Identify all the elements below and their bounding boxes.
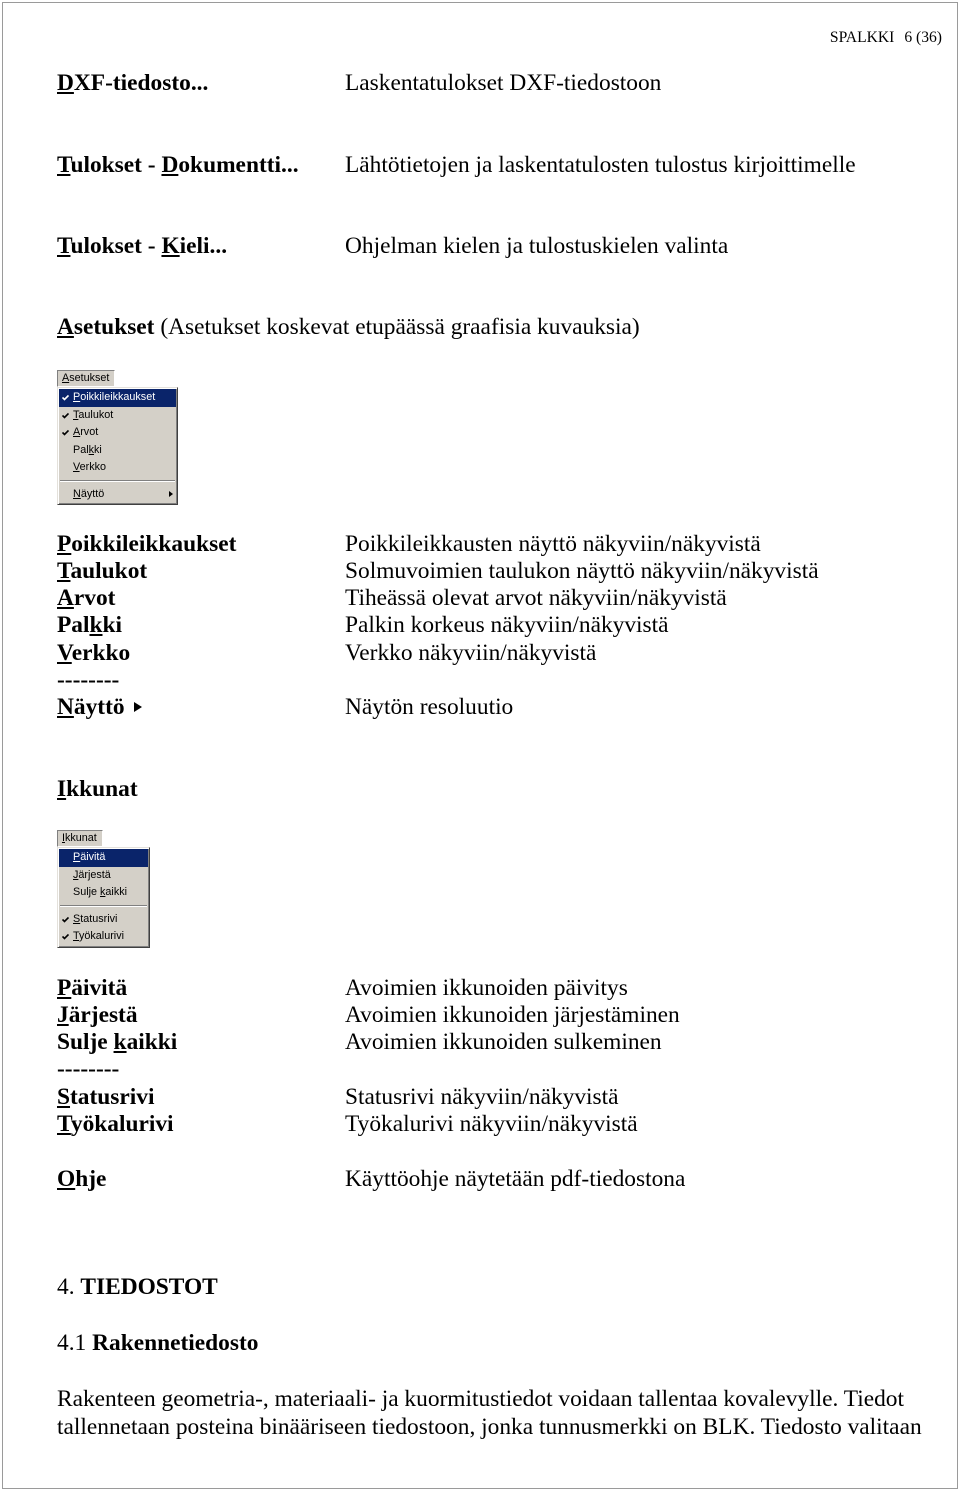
running-header bbox=[830, 28, 942, 48]
menu-item-tables bbox=[59, 407, 176, 425]
page-number: 6 (36) bbox=[904, 29, 942, 46]
option-description: Työkalurivi näkyviin/näkyvistä bbox=[345, 1110, 638, 1137]
option-description: Verkko näkyviin/näkyvistä bbox=[345, 639, 597, 666]
access-key: J bbox=[57, 1001, 69, 1028]
option-label: Palkki bbox=[57, 612, 123, 639]
menu-item-values bbox=[59, 424, 176, 442]
windows-list-row bbox=[0, 1029, 960, 1056]
settings-note: (Asetukset koskevat etupäässä graafisia kuvauksia) bbox=[160, 314, 640, 340]
menu-item-label: Päivitä bbox=[73, 851, 106, 863]
command-name: Tulokset - Dokumentti... bbox=[57, 152, 299, 178]
menu-item-label: Näyttö bbox=[73, 487, 105, 500]
option-name bbox=[57, 531, 236, 558]
settings-dropdown bbox=[57, 387, 178, 505]
windows-option-list bbox=[0, 975, 960, 1139]
option-label: Poikkileikkaukset bbox=[57, 530, 237, 557]
access-key: N bbox=[57, 694, 74, 721]
option-name bbox=[57, 694, 142, 721]
windows-heading bbox=[57, 775, 138, 803]
menu-item-close-all bbox=[59, 884, 148, 902]
checkmark-icon bbox=[62, 394, 69, 401]
menu-item-statusbar bbox=[59, 911, 148, 929]
menu-bar-item-settings: Asetukset bbox=[57, 370, 115, 387]
access-key: V bbox=[73, 461, 80, 473]
access-key: I bbox=[62, 832, 65, 844]
option-description: Palkin korkeus näkyviin/näkyvistä bbox=[345, 612, 669, 639]
separator-text: -------- bbox=[57, 666, 120, 693]
access-key: A bbox=[57, 314, 74, 340]
menu-item-label: Työkalurivi bbox=[73, 930, 125, 942]
subsection-title: Rakennetiedosto bbox=[92, 1330, 259, 1356]
option-name bbox=[57, 585, 115, 612]
option-description: Solmuvoimien taulukon näyttö näkyviin/näkyvistä bbox=[345, 557, 819, 584]
menu-item-label: Statusrivi bbox=[73, 912, 118, 925]
option-label: Näyttö bbox=[57, 694, 125, 721]
menu-item-label: Palkki bbox=[73, 443, 102, 456]
option-description: Näytön resoluutio bbox=[345, 694, 514, 721]
settings-list-row bbox=[0, 640, 960, 667]
checkmark-icon bbox=[62, 412, 69, 419]
command-name: Tulokset - Kieli... bbox=[57, 233, 228, 259]
access-key: T bbox=[57, 1110, 71, 1137]
option-label: Järjestä bbox=[57, 1001, 138, 1028]
option-label: Sulje kaikki bbox=[57, 1029, 178, 1056]
access-key: K bbox=[161, 233, 180, 259]
document-name: SPALKKI bbox=[829, 29, 895, 46]
settings-list-row bbox=[0, 585, 960, 612]
option-label: Arvot bbox=[57, 585, 116, 612]
settings-heading bbox=[57, 313, 640, 341]
option-label: Työkalurivi bbox=[57, 1110, 174, 1137]
access-key: T bbox=[73, 930, 79, 942]
access-key: P bbox=[73, 851, 81, 863]
access-key: I bbox=[57, 776, 67, 802]
menu-item-label: Taulukot bbox=[73, 408, 114, 421]
access-key: k bbox=[113, 1029, 127, 1056]
checkmark-icon bbox=[62, 916, 69, 923]
access-key: S bbox=[57, 1083, 71, 1110]
separator-text: -------- bbox=[57, 1056, 120, 1083]
separator-row bbox=[0, 1056, 960, 1083]
access-key: O bbox=[57, 1166, 76, 1192]
menu-item-arrange bbox=[59, 867, 148, 885]
windows-dropdown bbox=[57, 847, 150, 948]
page-border bbox=[2, 2, 958, 1489]
separator-line bbox=[60, 480, 175, 482]
section-number: 4. bbox=[57, 1274, 75, 1300]
submenu-arrow-icon bbox=[134, 702, 142, 712]
menu-item-label: Arvot bbox=[73, 426, 99, 438]
help-label: Ohje bbox=[57, 1166, 107, 1192]
access-key: T bbox=[73, 408, 79, 421]
access-key: P bbox=[57, 974, 72, 1001]
access-key: J bbox=[73, 868, 79, 881]
menu-item-label: Verkko bbox=[73, 461, 107, 473]
access-key: T bbox=[57, 233, 71, 259]
windows-list-row bbox=[0, 1084, 960, 1111]
menu-item-refresh bbox=[59, 849, 148, 867]
access-key: k bbox=[89, 612, 103, 639]
option-label: Taulukot bbox=[57, 557, 148, 584]
settings-list-row bbox=[0, 531, 960, 558]
access-key: A bbox=[62, 372, 70, 384]
checkmark-icon bbox=[62, 429, 69, 436]
option-name bbox=[57, 640, 130, 667]
settings-list-row bbox=[0, 694, 960, 721]
menu-bar-item-windows: Ikkunat bbox=[57, 830, 103, 847]
option-description: Statusrivi näkyviin/näkyvistä bbox=[345, 1083, 619, 1110]
command-row bbox=[0, 232, 960, 260]
option-name bbox=[57, 612, 122, 639]
body-paragraph bbox=[57, 1385, 922, 1441]
access-key: T bbox=[57, 557, 71, 584]
section-heading bbox=[57, 1273, 218, 1301]
option-label: Verkko bbox=[57, 639, 131, 666]
windows-list-row bbox=[0, 1111, 960, 1138]
settings-list-row bbox=[0, 558, 960, 585]
menu-item-label: Poikkileikkaukset bbox=[73, 391, 156, 403]
access-key: A bbox=[57, 585, 74, 612]
settings-option-list bbox=[0, 531, 960, 722]
access-key: P bbox=[73, 391, 81, 403]
access-key: S bbox=[73, 912, 81, 925]
access-key: D bbox=[57, 70, 74, 96]
paragraph-line: Rakenteen geometria-, materiaali- ja kuormitustiedot voidaan tallentaa kovalevylle. Tiedot bbox=[57, 1386, 904, 1412]
subsection-heading bbox=[57, 1329, 258, 1357]
menu-item-grid bbox=[59, 459, 176, 477]
access-key: N bbox=[73, 487, 81, 500]
help-description: Käyttöohje näytetään pdf-tiedostona bbox=[345, 1166, 686, 1192]
menu-item-cross-sections bbox=[59, 389, 176, 407]
windows-menu-screenshot bbox=[57, 830, 150, 948]
menu-item-display bbox=[59, 486, 176, 504]
paragraph-line: tallennetaan posteina binääriseen tiedostoon, jonka tunnusmerkki on BLK. Tiedosto valitaan bbox=[57, 1414, 922, 1440]
help-row bbox=[0, 1165, 960, 1193]
access-key: A bbox=[73, 426, 81, 438]
command-row bbox=[0, 151, 960, 179]
command-row bbox=[0, 69, 960, 97]
subsection-number: 4.1 bbox=[57, 1330, 87, 1356]
menu-separator bbox=[59, 477, 176, 486]
command-description: Lähtötietojen ja laskentatulosten tulostus kirjoittimelle bbox=[345, 152, 856, 178]
windows-list-row bbox=[0, 975, 960, 1002]
menu-separator bbox=[59, 902, 148, 911]
separator-line bbox=[60, 905, 147, 907]
access-key: k bbox=[88, 443, 95, 456]
option-label: Päivitä bbox=[57, 974, 128, 1001]
option-name bbox=[57, 558, 147, 585]
option-label: Statusrivi bbox=[57, 1083, 155, 1110]
access-key: V bbox=[57, 639, 72, 666]
option-description: Avoimien ikkunoiden päivitys bbox=[345, 974, 628, 1001]
menu-item-beam bbox=[59, 442, 176, 460]
settings-list-row bbox=[0, 612, 960, 639]
windows-title: Ikkunat bbox=[57, 776, 138, 802]
windows-list-row bbox=[0, 1002, 960, 1029]
separator-row bbox=[0, 667, 960, 694]
settings-title: Asetukset bbox=[57, 314, 155, 340]
access-key: D bbox=[161, 152, 179, 178]
settings-menu-screenshot bbox=[57, 370, 178, 506]
access-key: T bbox=[57, 152, 71, 178]
command-description: Laskentatulokset DXF-tiedostoon bbox=[345, 70, 662, 96]
access-key: P bbox=[57, 530, 72, 557]
option-description: Avoimien ikkunoiden sulkeminen bbox=[345, 1029, 662, 1056]
section-title: TIEDOSTOT bbox=[80, 1274, 218, 1300]
option-description: Avoimien ikkunoiden järjestäminen bbox=[345, 1001, 680, 1028]
menu-item-label: Järjestä bbox=[73, 868, 111, 881]
command-name: DXF-tiedosto... bbox=[57, 70, 209, 96]
option-description: Poikkileikkausten näyttö näkyviin/näkyvistä bbox=[345, 530, 761, 557]
menu-item-toolbar bbox=[59, 928, 148, 946]
checkmark-icon bbox=[62, 933, 69, 940]
access-key: k bbox=[100, 886, 106, 898]
submenu-arrow-icon bbox=[169, 491, 173, 497]
command-description: Ohjelman kielen ja tulostuskielen valinta bbox=[345, 233, 729, 259]
menu-item-label: Sulje kaikki bbox=[73, 886, 128, 898]
option-description: Tiheässä olevat arvot näkyviin/näkyvistä bbox=[345, 585, 727, 612]
